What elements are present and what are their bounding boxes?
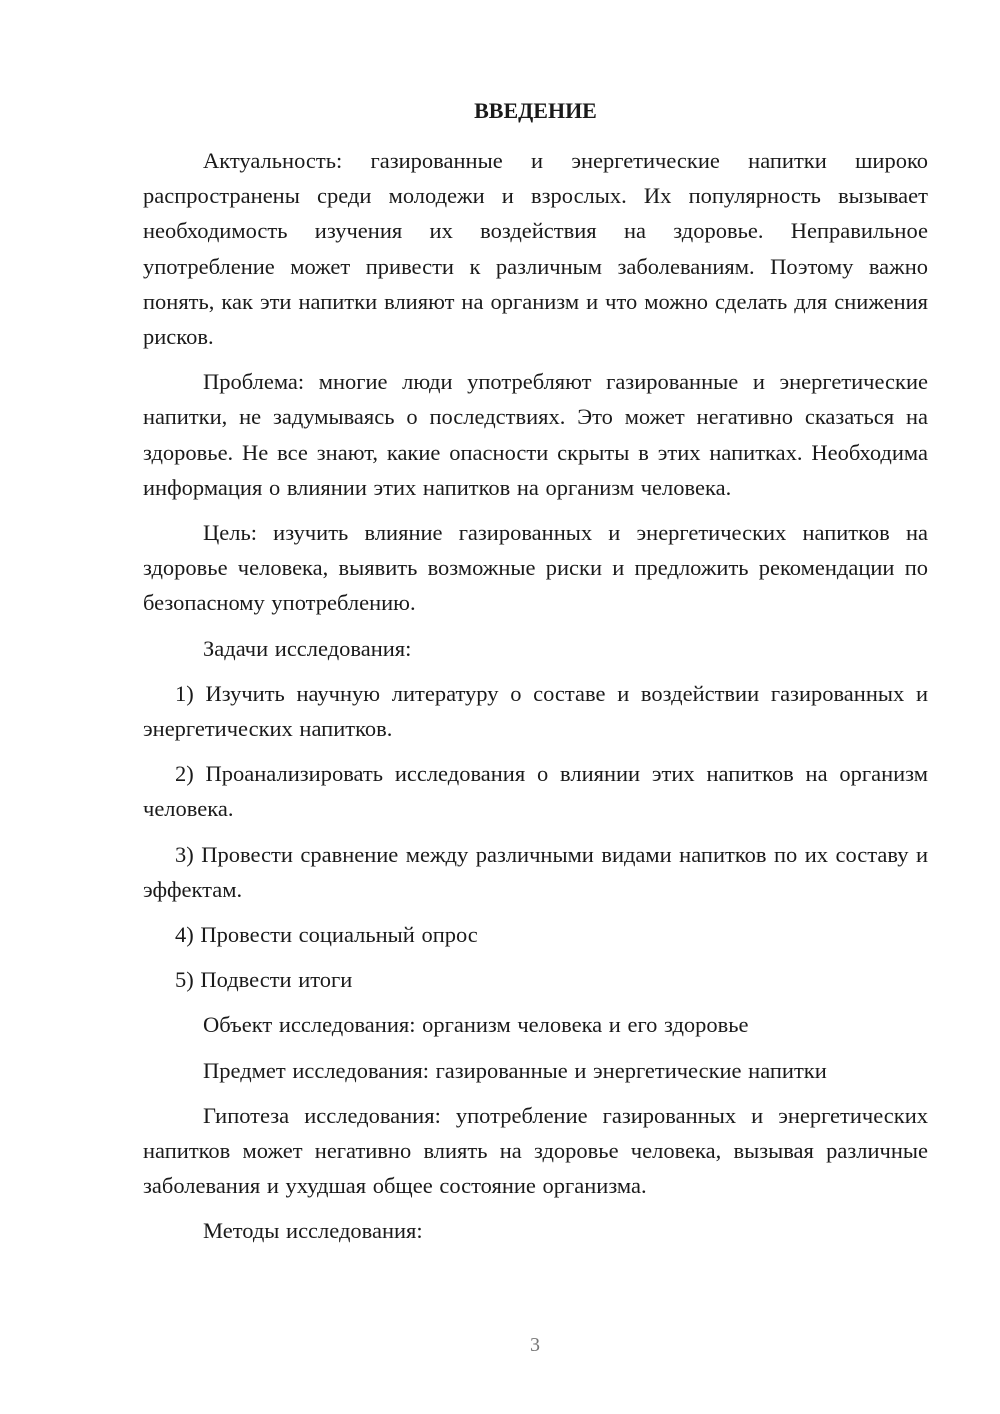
page-title: ВВЕДЕНИЕ (474, 98, 597, 123)
paragraph-problem: Проблема: многие люди употребляют газированные и энергетические напитки, не задумываясь о последствиях. Это может негативно сказаться на здоровье. Не все знают, какие опасности скрыты в этих напитках. Необходима информация о влиянии этих напитков на организм человека. (143, 369, 928, 500)
paragraph-object: Объект исследования: организм человека и его здоровье (203, 1012, 749, 1038)
task-item-5: 5) Подвести итоги (175, 967, 353, 993)
paragraph-methods: Методы исследования: (203, 1218, 423, 1244)
task-item-4: 4) Провести социальный опрос (175, 922, 478, 948)
paragraph-hypothesis: Гипотеза исследования: употребление газированных и энергетических напитков может негативно влиять на здоровье человека, вызывая различные заболевания и ухудшая общее состояние организма. (143, 1102, 928, 1199)
paragraph-goal: Цель: изучить влияние газированных и энергетических напитков на здоровье человека, выявить возможные риски и предложить рекомендации по безопасному употреблению. (143, 520, 928, 616)
task-item-1: 1) Изучить научную литературу о составе и воздействии газированных и энергетических напитков. (143, 680, 928, 742)
task-item-3: 3) Провести сравнение между различными видами напитков по их составу и эффектам. (143, 841, 928, 902)
page-number: 3 (530, 1334, 540, 1356)
paragraph-relevance: Актуальность: газированные и энергетические напитки широко распространены среди молодежи и взрослых. Их популярность вызывает необходимость изучения их воздействия на здоровье. Неправильное употребление может привести к различным заболеваниям. Поэтому важно понять, как эти напитки влияют на организм и что можно сделать для снижения рисков. (143, 148, 928, 350)
paragraph-subject: Предмет исследования: газированные и энергетические напитки (203, 1057, 827, 1083)
paragraph-tasks-heading: Задачи исследования: (203, 635, 412, 661)
document-body (143, 143, 928, 1259)
task-item-2: 2) Проанализировать исследования о влиянии этих напитков на организм человека. (143, 761, 928, 822)
